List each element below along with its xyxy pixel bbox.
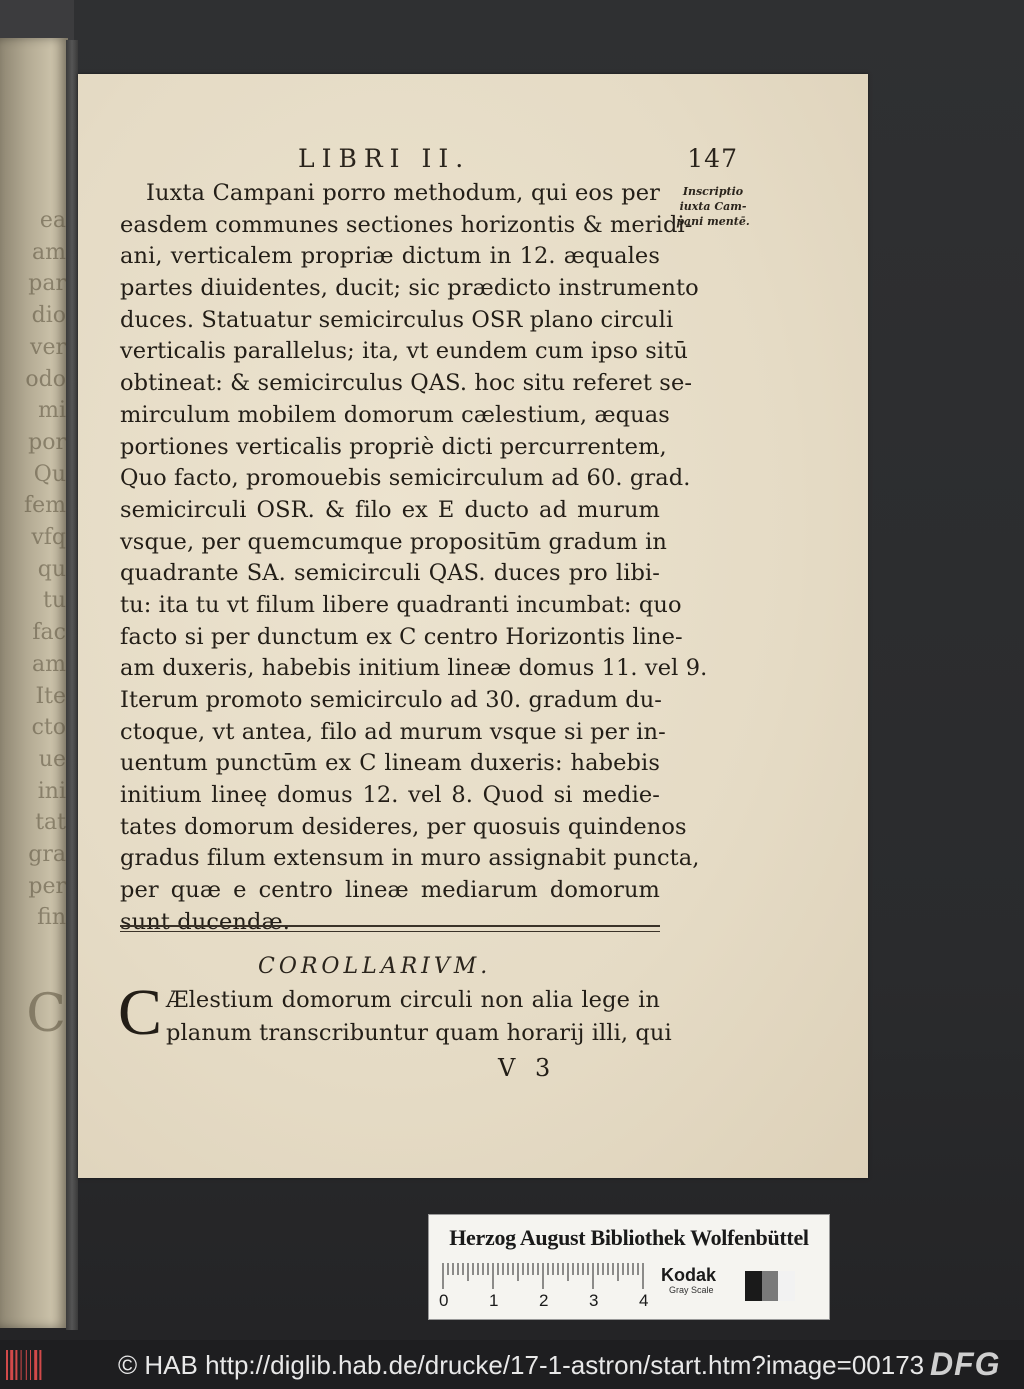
ghost-text: fac [32, 620, 66, 646]
brand-label: Kodak [661, 1265, 717, 1285]
text-line: gradus filum extensum in muro assignabit puncta, [120, 845, 700, 872]
text-line: quadrante SA. semicirculi QAS. duces pro libi- [120, 560, 660, 587]
dfg-logo: DFG [930, 1346, 1001, 1382]
ghost-text: am [32, 651, 66, 677]
barcode-bar [30, 1350, 31, 1380]
marginal-note-line: pani mentē. [676, 215, 750, 228]
text-line: initium lineę domus 12. vel 8. Quod si medie- [120, 782, 660, 809]
ruler-label: 1 [489, 1291, 499, 1310]
footer-bar [0, 1340, 1024, 1389]
ghost-text: mi [38, 398, 66, 424]
text-line: vsque, per quemcumque propositūm gradum in [120, 528, 667, 555]
gray-swatches [745, 1271, 795, 1301]
text-line: duces. Statuatur semicirculus OSR plano circuli [120, 306, 674, 333]
copyright-text: © HAB http://diglib.hab.de/drucke/17-1-astron/start.htm?image=00173 [118, 1350, 925, 1380]
text-line: obtineat: & semicirculus QAS. hoc situ referet se- [120, 370, 693, 397]
card-title: Herzog August Bibliothek Wolfenbüttel [449, 1225, 809, 1250]
ghost-text: qu [37, 556, 66, 582]
running-head-title: LIBRI II. [298, 144, 471, 173]
ghost-text: odo [25, 366, 66, 392]
body-text [120, 178, 708, 939]
ghost-text: fin [37, 905, 66, 931]
text-line: Quo facto, promouebis semicirculum ad 60. grad. [120, 465, 691, 492]
ruler-label: 0 [439, 1291, 449, 1310]
drop-cap: C [118, 976, 163, 1049]
marginal-note-line: iuxta Cam- [679, 200, 747, 213]
gray-swatch [745, 1271, 762, 1301]
signature-mark: V 3 [498, 1054, 557, 1082]
ghost-text: dio [31, 303, 66, 329]
ghost-text: tat [35, 810, 66, 836]
ghost-text: fem [23, 493, 66, 519]
barcode-bar [10, 1350, 13, 1380]
gray-swatch [778, 1271, 795, 1301]
ghost-text: par [28, 271, 66, 297]
ghost-text: Ite [35, 683, 66, 709]
ghost-text: tu [42, 588, 66, 614]
corollary-text [166, 984, 672, 1050]
ghost-text: gra [28, 842, 66, 867]
text-line: easdem communes sectiones horizontis & meridi- [120, 211, 693, 238]
ghost-text: ue [38, 746, 66, 772]
section-rule [120, 925, 660, 932]
text-line: facto si per dunctum ex C centro Horizontis line- [120, 623, 683, 650]
ghost-text: am [32, 239, 66, 265]
text-line: semicirculi OSR. & filo ex E ducto ad murum [120, 496, 660, 523]
ruler-icon [441, 1263, 645, 1293]
book-page [78, 74, 868, 1178]
page-gutter [66, 40, 78, 1330]
ghost-text: vfq [31, 525, 66, 550]
text-line: Iterum promoto semicirculo ad 30. gradum du- [120, 687, 662, 713]
barcode-bar [26, 1350, 27, 1380]
ghost-text: por [28, 429, 66, 455]
gray-swatch [762, 1271, 779, 1301]
barcode-bar [6, 1350, 8, 1380]
ghost-text: ini [37, 778, 66, 804]
text-line: ani, verticalem propriæ dictum in 12. æquales [120, 243, 660, 270]
text-line: uentum punctūm ex C lineam duxeris: habebis [120, 750, 660, 777]
ghost-text: cto [31, 715, 66, 741]
ruler-label: 4 [639, 1291, 649, 1310]
ghost-text: per [28, 873, 66, 899]
barcode-bar [21, 1350, 22, 1380]
ghost-text: ver [30, 334, 66, 360]
color-reference-card [428, 1214, 830, 1320]
text-line: portiones verticalis propriè dicti percurrentem, [120, 433, 667, 460]
text-line: planum transcribuntur quam horarij illi, qui [166, 1020, 672, 1046]
text-line: tates domorum desideres, per quosuis quindenos [120, 813, 687, 840]
ghost-text: ea [39, 208, 66, 233]
barcode-icon [6, 1350, 46, 1380]
barcode-bar [15, 1350, 17, 1380]
barcode-bar [39, 1350, 41, 1380]
text-line: sunt ducendæ. [120, 908, 291, 935]
text-line: ctoque, vt antea, filo ad murum vsque si per in- [120, 718, 666, 745]
text-line: Ælestium domorum circuli non alia lege in [166, 987, 660, 1013]
text-line: mirculum mobilem domorum cælestium, æquas [120, 401, 670, 428]
text-line: per quæ e centro lineæ mediarum domorum [120, 877, 660, 904]
page-number: 147 [687, 144, 738, 173]
adjacent-page-fragment [0, 38, 68, 1328]
ghost-text: Qu [33, 461, 66, 487]
text-line: am duxeris, habebis initium lineæ domus 11. vel 9. [120, 655, 708, 682]
scanner-bed-corner [0, 0, 74, 42]
barcode-bar [34, 1350, 37, 1380]
text-line: partes diuidentes, ducit; sic prædicto instrumento [120, 275, 699, 302]
gray-scale-label: Gray Scale [669, 1285, 714, 1295]
text-line: verticalis parallelus; ita, vt eundem cum ipso sitū [120, 338, 688, 365]
marginal-note-line: Inscriptio [682, 185, 744, 198]
text-line: Iuxta Campani porro methodum, qui eos per [146, 180, 660, 206]
corollary-heading: COROLLARIVM. [258, 954, 492, 979]
ruler-label: 3 [589, 1291, 599, 1310]
text-line: tu: ita tu vt filum libere quadranti incumbat: quo [120, 591, 682, 618]
ruler-label: 2 [539, 1291, 549, 1310]
ghost-text: C [26, 984, 66, 1044]
